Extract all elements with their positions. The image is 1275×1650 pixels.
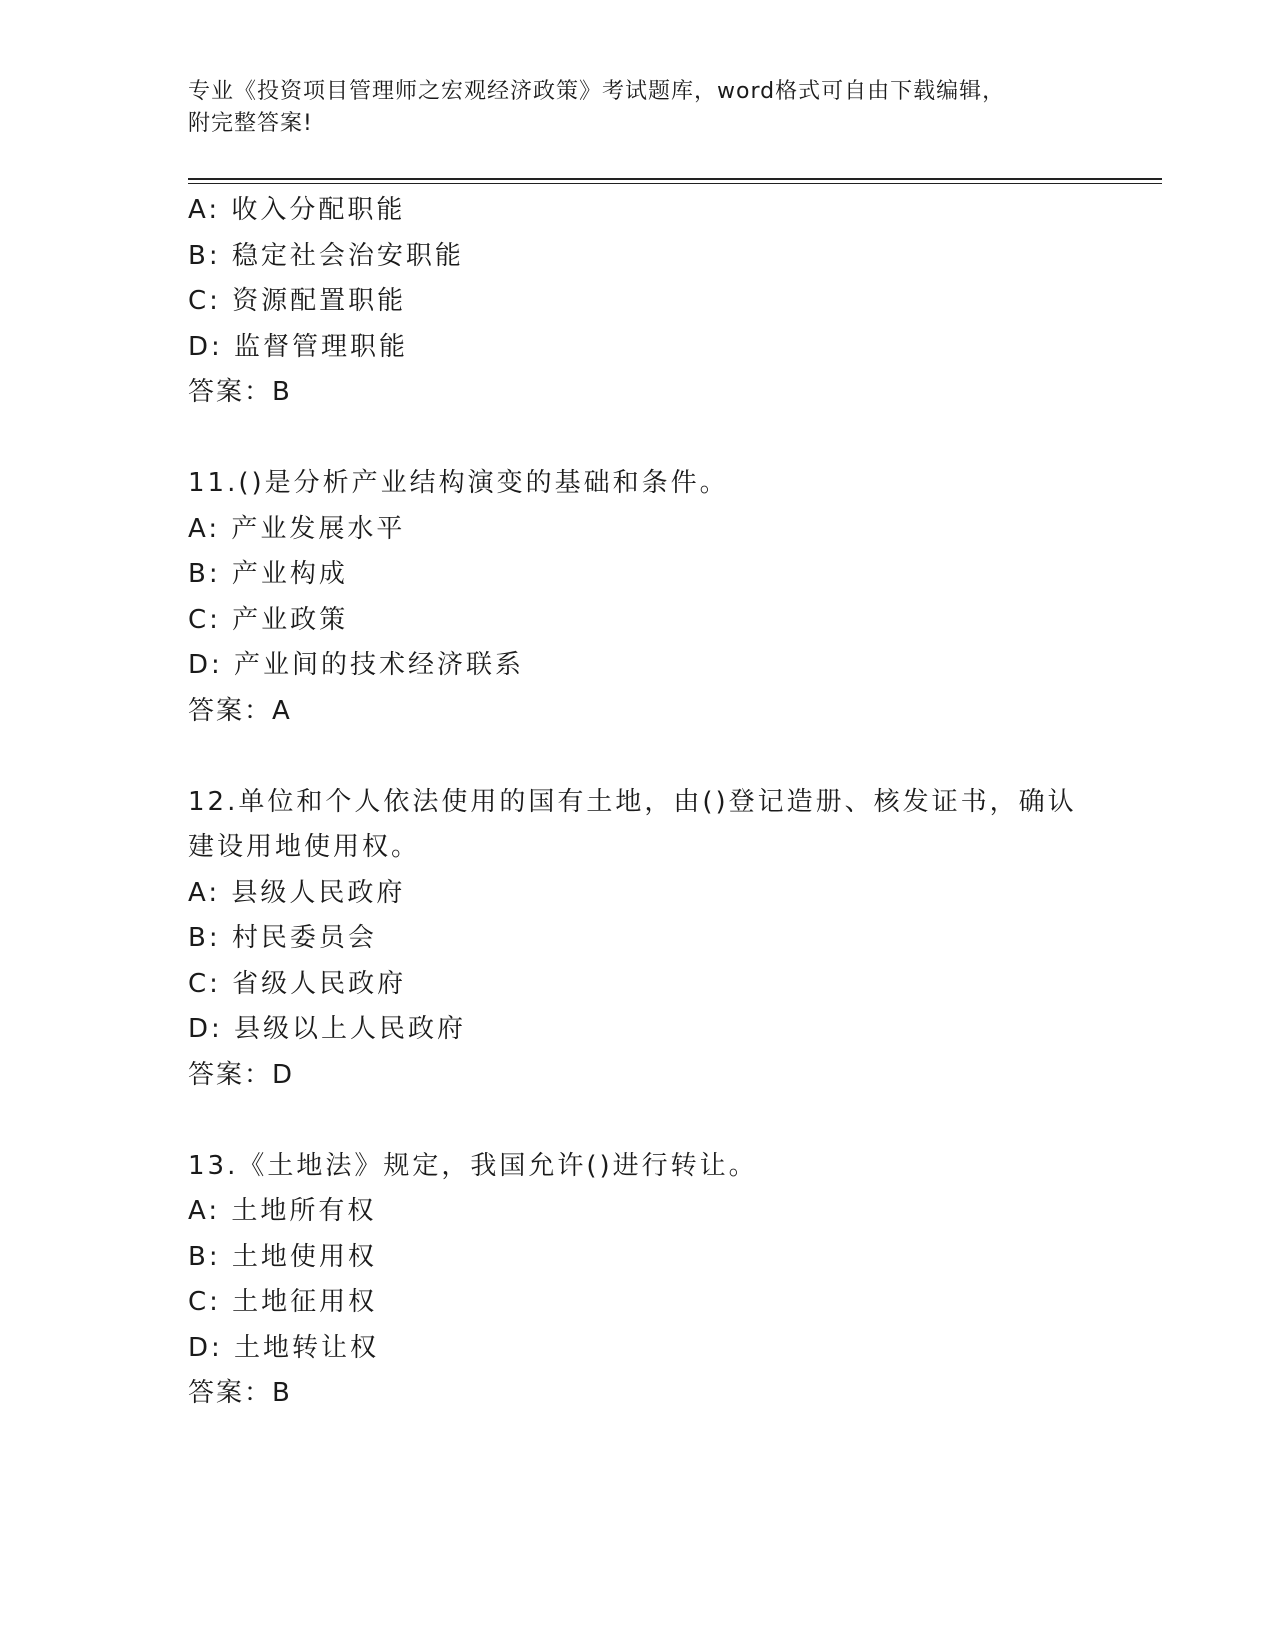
document-header bbox=[188, 76, 1068, 140]
option-c: C: 省级人民政府 bbox=[188, 968, 407, 999]
question-stem: 13.《土地法》规定，我国允许()进行转让。 bbox=[188, 1150, 758, 1181]
option-b: B: 村民委员会 bbox=[188, 923, 377, 953]
option-d: D: 产业间的技术经济联系 bbox=[188, 650, 525, 680]
option-a: A: 产业发展水平 bbox=[188, 513, 406, 544]
question-13 bbox=[188, 1144, 1088, 1417]
option-b: B: 稳定社会治安职能 bbox=[188, 240, 464, 271]
option-a: A: 收入分配职能 bbox=[188, 195, 406, 225]
option-c: C: 产业政策 bbox=[188, 604, 349, 635]
answer: 答案：D bbox=[188, 1059, 295, 1090]
header-divider-thick bbox=[188, 178, 1162, 180]
option-c: C: 土地征用权 bbox=[188, 1287, 378, 1317]
question-10 bbox=[188, 188, 1088, 416]
question-stem-continued: 建设用地使用权。 bbox=[188, 832, 421, 862]
question-stem: 12.单位和个人依法使用的国有土地，由()登记造册、核发证书，确认 bbox=[188, 786, 1077, 817]
question-list bbox=[188, 188, 1088, 1417]
header-divider-thin bbox=[188, 183, 1162, 184]
header-line-2: 附完整答案! bbox=[188, 111, 313, 136]
option-d: D: 土地转让权 bbox=[188, 1332, 380, 1363]
header-line-1: 专业《投资项目管理师之宏观经济政策》考试题库，word格式可自由下载编辑， bbox=[188, 79, 1006, 104]
question-11 bbox=[188, 461, 1088, 734]
option-c: C: 资源配置职能 bbox=[188, 286, 407, 316]
option-a: A: 县级人民政府 bbox=[188, 877, 406, 908]
answer: 答案：B bbox=[188, 377, 292, 407]
option-a: A: 土地所有权 bbox=[188, 1196, 377, 1226]
question-12 bbox=[188, 780, 1088, 1099]
option-d: D: 县级以上人民政府 bbox=[188, 1014, 467, 1044]
answer: 答案：B bbox=[188, 1378, 292, 1408]
question-stem: 11.()是分析产业结构演变的基础和条件。 bbox=[188, 468, 729, 498]
option-d: D: 监督管理职能 bbox=[188, 331, 409, 362]
option-b: B: 土地使用权 bbox=[188, 1241, 377, 1272]
option-b: B: 产业构成 bbox=[188, 559, 348, 589]
answer: 答案：A bbox=[188, 695, 292, 726]
